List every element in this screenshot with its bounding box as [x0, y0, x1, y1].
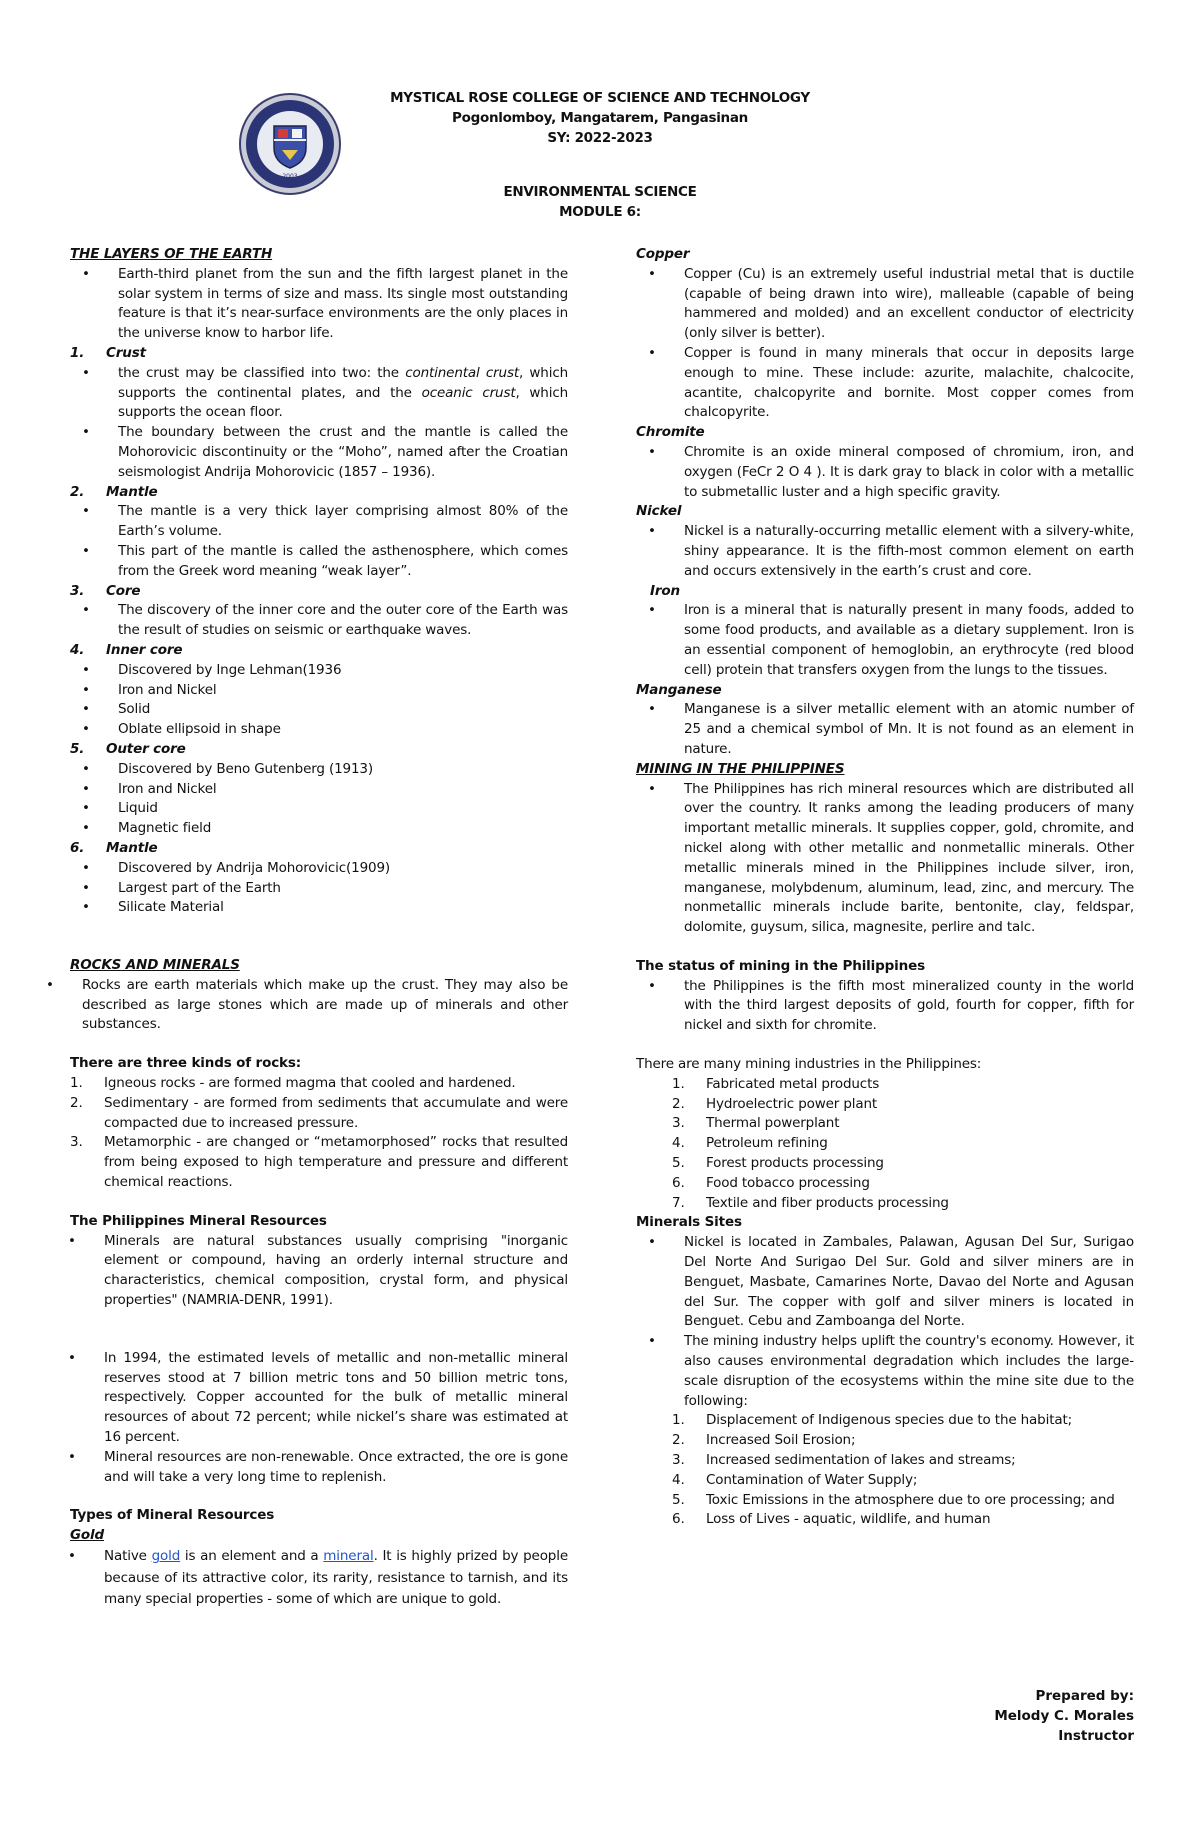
mining-bullet-1: • The Philippines has rich mineral resources which are distributed all over the country. It ranks among the leading producers of many important metallic minerals. It supplies copper, gold, chromite, and nickel along with other metallic and nonmetallic minerals. Other metallic minerals mined in the Philippines include silver, iron, manganese, molybdenum, aluminum, lead, zinc, and mercury. The nonmetallic minerals include barite, bentonite, clay, feldspar, dolomite, guysum, silica, magnesite, perlire and talc. — [636, 780, 1134, 938]
gold-link[interactable]: gold — [151, 1548, 181, 1565]
rocks-heading: ROCKS AND MINERALS — [70, 957, 240, 974]
iron-heading: Iron — [650, 582, 680, 599]
list-item: 4. Petroleum refining — [672, 1135, 828, 1152]
status-bullet-1: • the Philippines is the fifth most mineralized county in the world with the third largest deposits of gold, fourth for copper, fifth for nickel and sixth for chromite. — [636, 977, 1134, 1036]
mantle-heading: 2. Mantle — [70, 483, 158, 500]
list-item: 2. Increased Soil Erosion; — [672, 1432, 856, 1449]
ph-bullet-2: • In 1994, the estimated levels of metallic and non-metallic mineral reserves stood at 7 billion metric tons and 50 billion metric tons, respectively. Copper accounted for the bulk of metallic mineral resources of about 72 percent; while nickel’s share was estimated at 16 percent. — [56, 1349, 568, 1448]
crust-bullet-1: • the crust may be classified into two: the continental crust, which supports the continental plates, and the oceanic crust, which supports the ocean floor. — [70, 364, 568, 423]
list-item: • Solid — [70, 700, 568, 720]
nickel-bullet-1: • Nickel is a naturally-occurring metallic element with a silvery-white, shiny appearance. It is the fifth-most common element on earth and occurs extensively in the earth’s crust and core. — [636, 522, 1134, 581]
mantle-bullet-1: • The mantle is a very thick layer comprising almost 80% of the Earth’s volume. — [70, 502, 568, 542]
gold-bullet: • Native gold is an element and a mineral. It is highly prized by people because of its attractive color, its rarity, resistance to tarnish, and its many special properties - some of which are unique to gold. — [56, 1546, 568, 1611]
school-year: SY: 2022-2023 — [547, 130, 653, 146]
left-column — [70, 245, 568, 1611]
list-item: • Discovered by Andrija Mohorovicic(1909) — [70, 859, 568, 879]
rocks-bullet-1: • Rocks are earth materials which make up the crust. They may also be described as large stones which are made up of minerals and other substances. — [34, 976, 568, 1035]
manganese-heading: Manganese — [636, 681, 722, 698]
list-item: 3. Thermal powerplant — [672, 1115, 840, 1132]
svg-text:2003: 2003 — [282, 173, 298, 180]
copper-bullet-2: • Copper is found in many minerals that occur in deposits large enough to mine. These include: azurite, malachite, chalcocite, acantite, chalcopyrite and bornite. Most copper comes from chalcopyrite. — [636, 344, 1134, 423]
module-title: MODULE 6: — [559, 204, 641, 220]
list-item: 4. Contamination of Water Supply; — [672, 1471, 918, 1488]
list-item: • Iron and Nickel — [70, 681, 568, 701]
list-item: 1. Igneous rocks - are formed magma that cooled and hardened. — [70, 1075, 516, 1092]
instructor-name: Melody C. Morales — [994, 1708, 1134, 1724]
sites-heading: Minerals Sites — [636, 1214, 742, 1231]
mineral-link[interactable]: mineral — [323, 1548, 374, 1565]
list-item: 6. Loss of Lives - aquatic, wildlife, and human — [672, 1511, 991, 1528]
layers-intro: • Earth-third planet from the sun and the fifth largest planet in the solar system in terms of size and mass. Its single most outstanding feature is that it’s near-surface environments are the only places in the universe know to harbor life. — [70, 265, 568, 344]
list-item: • Magnetic field — [70, 819, 568, 839]
outer-core-heading: 5. Outer core — [70, 740, 186, 757]
inner-core-heading: 4. Inner core — [70, 641, 183, 658]
list-item: 2. Hydroelectric power plant — [672, 1095, 878, 1112]
list-item: 2. Sedimentary - are formed from sediments that accumulate and were compacted due to increased pressure. — [70, 1094, 568, 1131]
list-item: 3. Metamorphic - are changed or “metamorphosed” rocks that resulted from being exposed to high temperature and pressure and different chemical reactions. — [70, 1134, 568, 1191]
crust-heading: 1. Crust — [70, 344, 146, 361]
chromite-heading: Chromite — [636, 424, 705, 441]
manganese-bullet-1: • Manganese is a silver metallic element with an atomic number of 25 and a chemical symbol of Mn. It is not found as an element in nature. — [636, 700, 1134, 759]
list-item: • Liquid — [70, 799, 568, 819]
list-item: 1. Displacement of Indigenous species due to the habitat; — [672, 1412, 1073, 1429]
list-item: 7. Textile and fiber products processing — [672, 1194, 949, 1211]
status-heading: The status of mining in the Philippines — [636, 957, 925, 974]
ph-bullet-3: • Mineral resources are non-renewable. Once extracted, the ore is gone and will take a very long time to replenish. — [56, 1448, 568, 1488]
sites-bullet-1: • Nickel is located in Zambales, Palawan, Agusan Del Sur, Surigao Del Norte And Surigao Del Sur. Gold and silver miners are in Benguet, Masbate, Camarines Norte, Davao del Norte and Agusan del Sur. The copper with golf and silver miners is located in Benguet. Cebu and Zamboanga del Norte. — [636, 1233, 1134, 1332]
list-item: 5. Forest products processing — [672, 1155, 884, 1172]
list-item: • Discovered by Inge Lehman(1936 — [70, 661, 568, 681]
subject-title: ENVIRONMENTAL SCIENCE — [503, 184, 697, 200]
list-item: 5. Toxic Emissions in the atmosphere due to ore processing; and — [672, 1491, 1115, 1508]
copper-bullet-1: • Copper (Cu) is an extremely useful industrial metal that is ductile (capable of being drawn into wire), malleable (capable of being hammered and molded) and an excellent conductor of electricity (only silver is better). — [636, 265, 1134, 344]
rock-kinds-heading: There are three kinds of rocks: — [70, 1055, 302, 1072]
mining-heading: MINING IN THE PHILIPPINES — [636, 760, 845, 777]
prepared-by-block — [994, 1686, 1134, 1746]
gold-heading: Gold — [70, 1527, 105, 1544]
prepared-by-label: Prepared by: — [1035, 1688, 1134, 1704]
sites-bullet-2: • The mining industry helps uplift the country's economy. However, it also causes environmental degradation which includes the large-scale disruption of the ecosystems within the mine site due to the following: — [636, 1332, 1134, 1411]
list-item: 6. Food tobacco processing — [672, 1174, 870, 1191]
core-heading: 3. Core — [70, 582, 141, 599]
ph-mineral-heading: The Philippines Mineral Resources — [70, 1212, 327, 1229]
core-bullet-1: • The discovery of the inner core and the outer core of the Earth was the result of studies on seismic or earthquake waves. — [70, 601, 568, 641]
chromite-bullet-1: • Chromite is an oxide mineral composed of chromium, iron, and oxygen (FeCr 2 O 4 ). It is dark gray to black in color with a metallic to submetallic luster and a high specific gravity. — [636, 443, 1134, 502]
list-item: • Silicate Material — [70, 898, 568, 918]
iron-bullet-1: • Iron is a mineral that is naturally present in many foods, added to some food products, and available as a dietary supplement. Iron is an essential component of hemoglobin, an erythrocyte (red blood cell) protein that transfers oxygen from the lungs to the tissues. — [636, 601, 1134, 680]
types-heading: Types of Mineral Resources — [70, 1507, 275, 1524]
copper-heading: Copper — [636, 246, 690, 262]
right-column — [636, 245, 1134, 1530]
nickel-heading: Nickel — [636, 503, 682, 520]
school-address: Pogonlomboy, Mangatarem, Pangasinan — [452, 110, 748, 126]
mantle-2-heading: 6. Mantle — [70, 839, 158, 856]
list-item: • Oblate ellipsoid in shape — [70, 720, 568, 740]
ph-bullet-1: • Minerals are natural substances usually comprising "inorganic element or compound, having an orderly internal structure and characteristics, chemical composition, crystal form, and physical properties" (NAMRIA-DENR, 1991). — [56, 1232, 568, 1311]
school-name: MYSTICAL ROSE COLLEGE OF SCIENCE AND TECHNOLOGY — [390, 90, 810, 106]
industries-intro: There are many mining industries in the Philippines: — [636, 1056, 982, 1073]
mantle-bullet-2: • This part of the mantle is called the asthenosphere, which comes from the Greek word meaning “weak layer”. — [70, 542, 568, 582]
layers-heading: THE LAYERS OF THE EARTH — [70, 246, 273, 262]
instructor-role: Instructor — [1058, 1728, 1134, 1744]
crust-bullet-2: • The boundary between the crust and the mantle is called the Mohorovicic discontinuity or the “Moho”, named after the Croatian seismologist Andrija Mohorovicic (1857 – 1936). — [70, 423, 568, 482]
list-item: • Largest part of the Earth — [70, 879, 568, 899]
list-item: 3. Increased sedimentation of lakes and streams; — [672, 1452, 1016, 1469]
list-item: • Discovered by Beno Gutenberg (1913) — [70, 760, 568, 780]
list-item: 1. Fabricated metal products — [672, 1075, 880, 1092]
list-item: • Iron and Nickel — [70, 780, 568, 800]
